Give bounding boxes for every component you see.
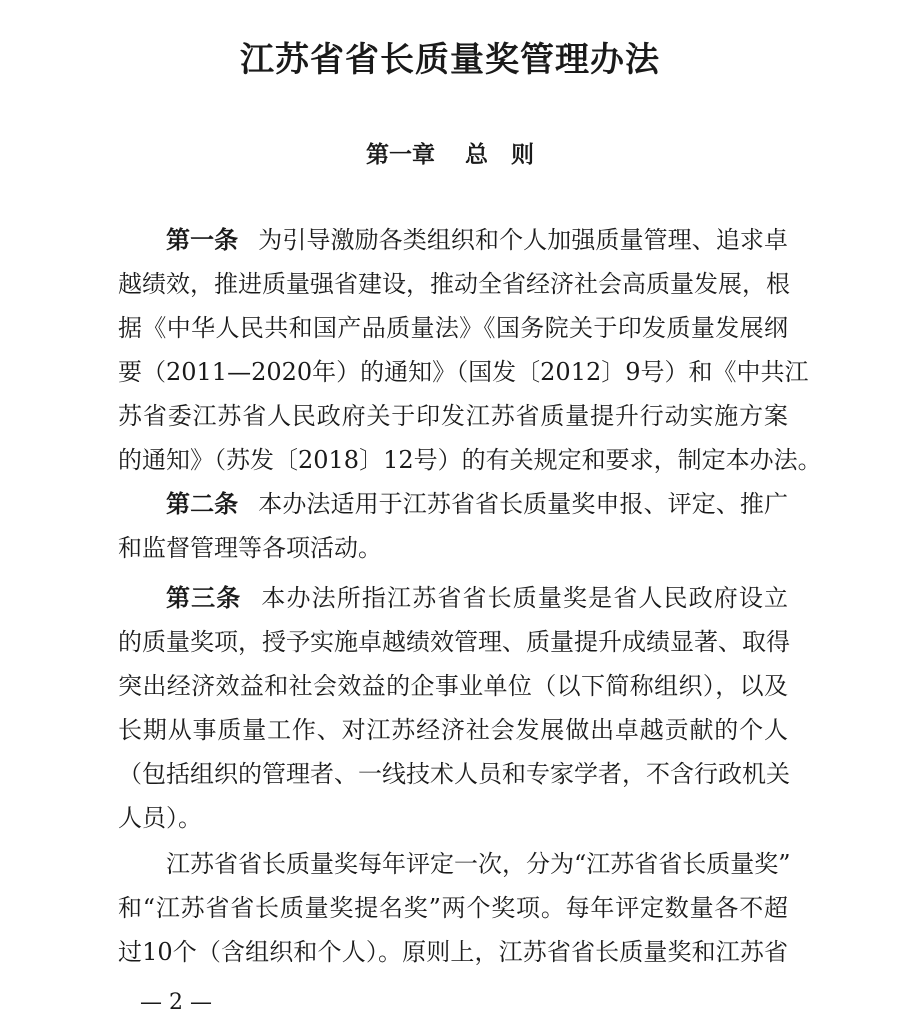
document-title: 江苏省省长质量奖管理办法 [240, 40, 660, 80]
article-text: 本办法所指江苏省省长质量奖是省人民政府设立 [261, 584, 789, 612]
article-text: 本办法适用于江苏省省长质量奖申报、评定、推广 [258, 490, 788, 518]
article-1-line-2: 越绩效，推进质量强省建设，推动全省经济社会高质量发展，根 [118, 270, 790, 298]
chapter-name: 总 则 [465, 142, 534, 168]
article-1-line-5: 苏省委江苏省人民政府关于印发江苏省质量提升行动实施方案 [118, 402, 788, 430]
article-1-line-3: 据《中华人民共和国产品质量法》《国务院关于印发质量发展纲 [118, 314, 788, 342]
paragraph-line-3: 过10个（含组织和个人）。原则上，江苏省省长质量奖和江苏省 [118, 938, 788, 966]
article-2-line-1 [166, 482, 788, 526]
article-2-line-2: 和监督管理等各项活动。 [118, 534, 382, 562]
page-number: — 2 — [140, 990, 212, 1015]
article-3-line-4: 长期从事质量工作、对江苏经济社会发展做出卓越贡献的个人 [118, 716, 788, 744]
article-1-label: 第一条 [166, 226, 239, 254]
article-1-line-6: 的通知》（苏发〔2018〕12号）的有关规定和要求，制定本办法。 [118, 446, 822, 474]
article-3-line-3: 突出经济效益和社会效益的企事业单位（以下简称组织），以及 [118, 672, 788, 700]
article-3-line-6: 人员）。 [118, 804, 202, 832]
article-3-line-2: 的质量奖项，授予实施卓越绩效管理、质量提升成绩显著、取得 [118, 628, 790, 656]
article-3-label: 第三条 [166, 584, 242, 612]
article-3-line-1 [166, 576, 788, 620]
chapter-heading [0, 136, 900, 169]
paragraph-line-2: 和“江苏省省长质量奖提名奖”两个奖项。每年评定数量各不超 [118, 894, 788, 922]
article-2-label: 第二条 [166, 490, 239, 518]
chapter-number: 第一章 [366, 142, 435, 168]
article-3-line-5: （包括组织的管理者、一线技术人员和专家学者，不含行政机关 [118, 760, 790, 788]
article-text: 为引导激励各类组织和个人加强质量管理、追求卓 [258, 226, 788, 254]
article-1-line-4: 要（2011—2020年）的通知》（国发〔2012〕9号）和《中共江 [118, 358, 809, 386]
paragraph-line-1: 江苏省省长质量奖每年评定一次，分为“江苏省省长质量奖” [166, 850, 791, 878]
article-1-line-1 [166, 218, 788, 262]
